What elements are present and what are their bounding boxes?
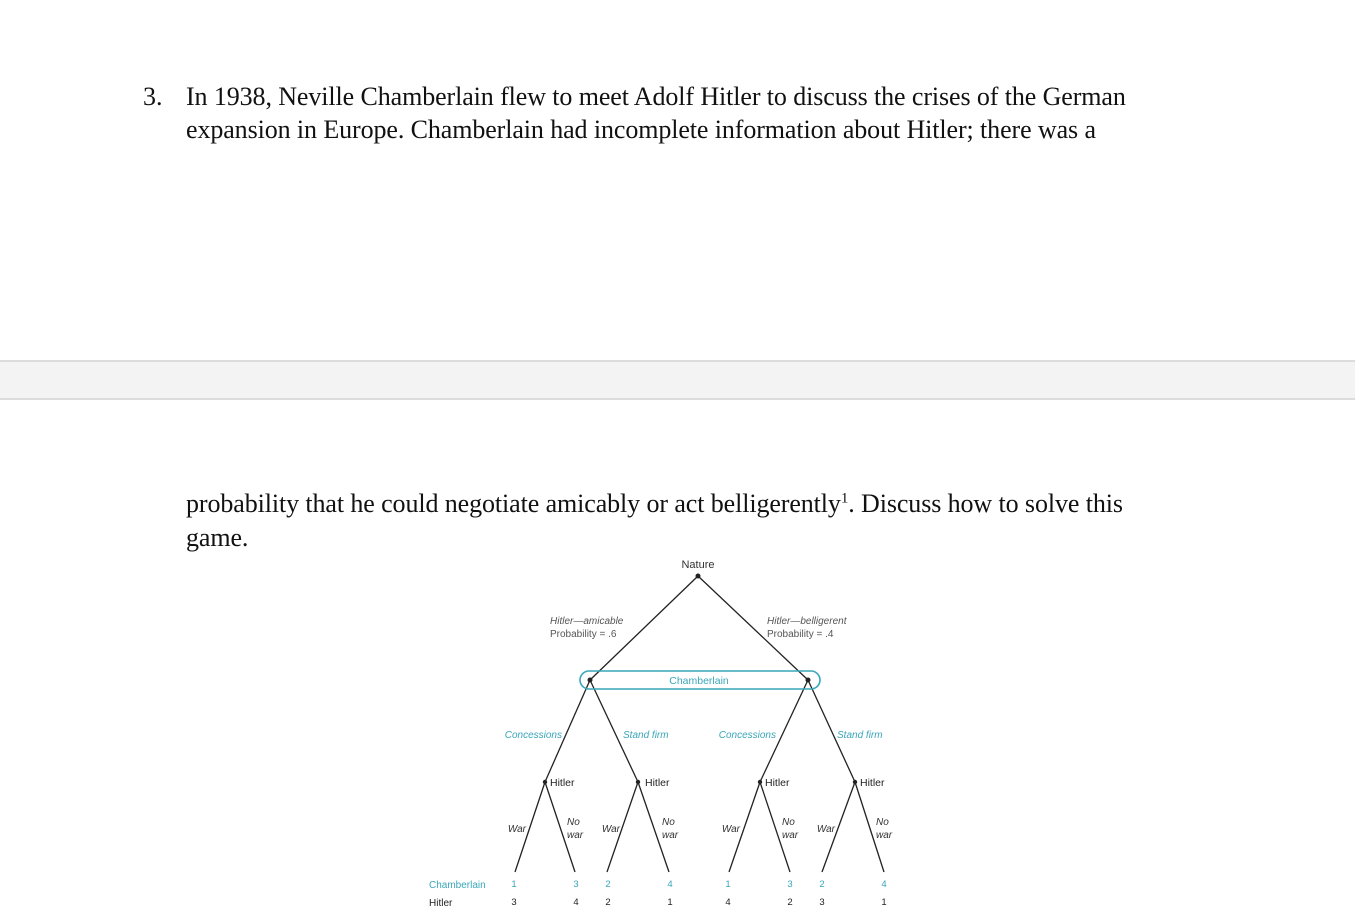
question-line-4: game. — [186, 523, 249, 552]
stand-firm-right-label: Stand firm — [837, 730, 883, 741]
no-war-label: No — [662, 817, 675, 828]
chamberlain-payoff: 1 — [511, 879, 517, 890]
war-label: War — [816, 824, 835, 835]
question-line-2: expansion in Europe. Chamberlain had incomplete information about Hitler; there was a — [186, 115, 1096, 144]
concessions-right-label: Concessions — [718, 730, 776, 741]
information-set-label: Chamberlain — [669, 675, 729, 687]
question-line-3-end: . Discuss how to solve this — [848, 489, 1123, 518]
chamberlain-payoff: 1 — [725, 879, 731, 890]
hitler-node-label: Hitler — [860, 777, 885, 789]
hitler-payoff: 3 — [511, 897, 517, 908]
chamberlain-payoff: 2 — [605, 879, 611, 890]
chamberlain-payoff: 3 — [573, 879, 579, 890]
war-label: War — [507, 824, 526, 835]
hitler-payoff: 3 — [819, 897, 825, 908]
footnote-marker: 1 — [840, 490, 849, 507]
hitler-node-label: Hitler — [765, 777, 790, 789]
hitler-node-label: Hitler — [550, 777, 575, 789]
hitler-payoff: 1 — [881, 897, 887, 908]
hitler-payoff: 2 — [605, 897, 611, 908]
hitler-payoff: 4 — [725, 897, 731, 908]
no-war-label: war — [876, 830, 893, 841]
no-war-label: war — [782, 830, 799, 841]
question-line-3-text: probability that he could negotiate amicably or act belligerently — [186, 489, 841, 518]
chamberlain-payoff: 2 — [819, 879, 825, 890]
question-line-1: In 1938, Neville Chamberlain flew to meet Adolf Hitler to discuss the crises of the German — [186, 82, 1126, 111]
belligerent-label: Hitler—belligerent — [767, 616, 847, 627]
hitler-payoff: 1 — [667, 897, 673, 908]
belligerent-probability: Probability = .4 — [767, 629, 834, 640]
war-label: War — [721, 824, 740, 835]
chamberlain-payoff: 3 — [787, 879, 793, 890]
nature-label: Nature — [681, 559, 715, 571]
war-label: War — [601, 824, 620, 835]
hitler-payoff: 4 — [573, 897, 579, 908]
chamberlain-payoff: 4 — [881, 879, 887, 890]
hitler-payoff: 2 — [787, 897, 793, 908]
hitler-payoff-label: Hitler — [429, 898, 453, 909]
concessions-left-label: Concessions — [504, 730, 562, 741]
chamberlain-payoff: 4 — [667, 879, 673, 890]
question-number: 3. — [143, 82, 163, 111]
no-war-label: war — [662, 830, 679, 841]
no-war-label: war — [567, 830, 584, 841]
no-war-label: No — [876, 817, 889, 828]
amicable-probability: Probability = .6 — [550, 629, 617, 640]
hitler-node-label: Hitler — [645, 777, 670, 789]
stand-firm-left-label: Stand firm — [623, 730, 669, 741]
chamberlain-payoff-label: Chamberlain — [429, 880, 486, 891]
no-war-label: No — [567, 817, 580, 828]
no-war-label: No — [782, 817, 795, 828]
amicable-label: Hitler—amicable — [550, 616, 624, 627]
